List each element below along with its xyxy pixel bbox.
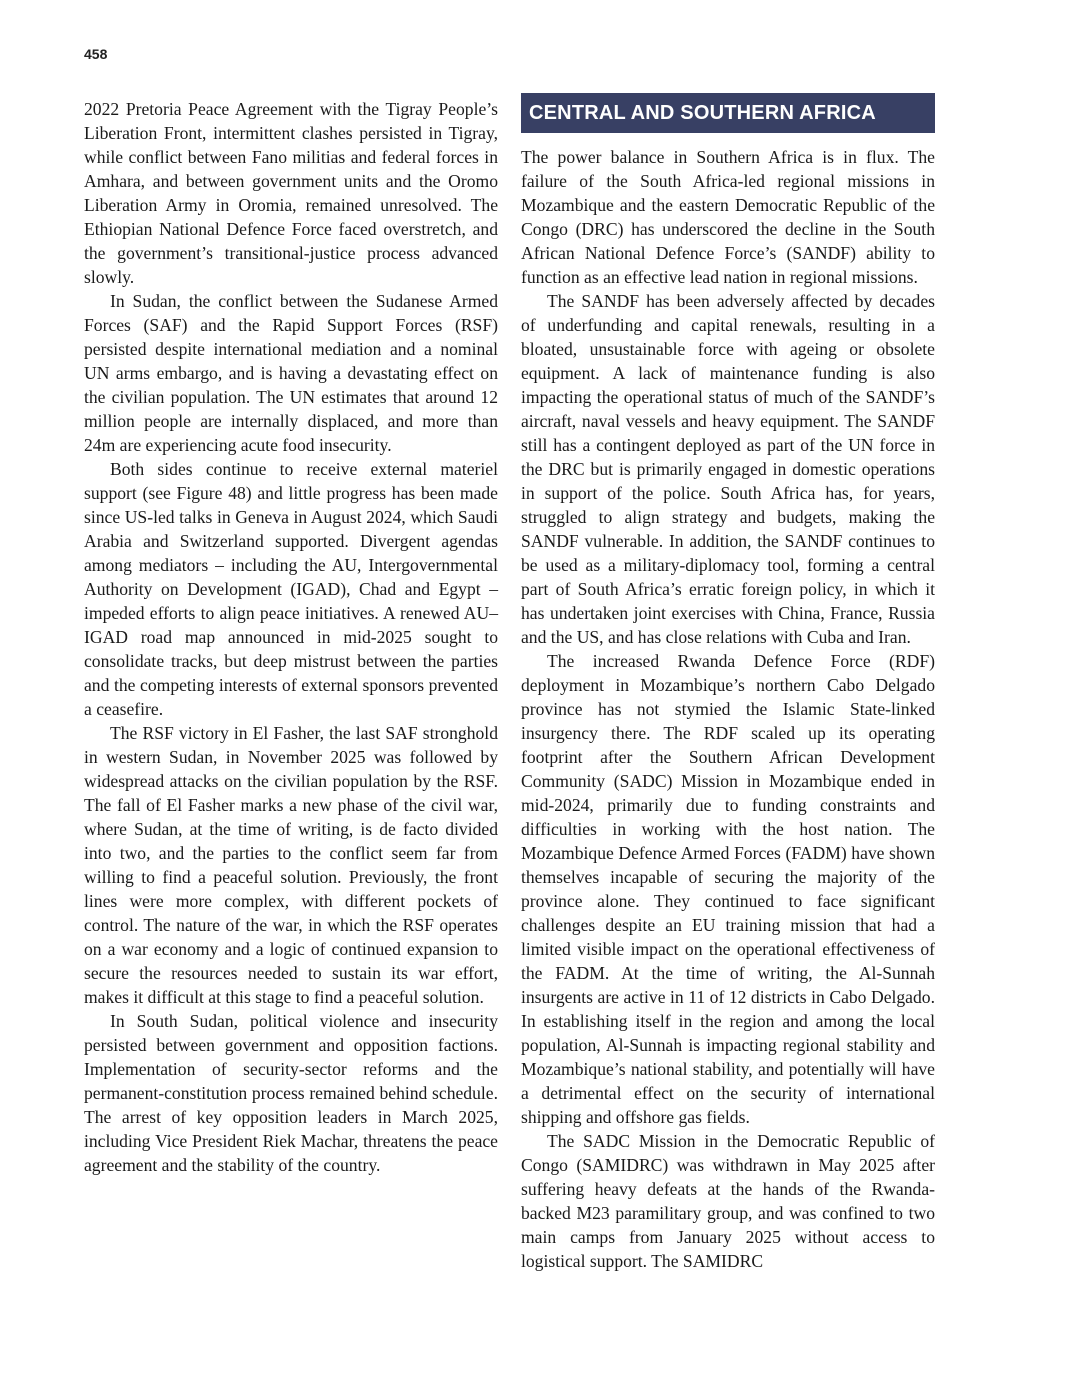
section-title: CENTRAL AND SOUTHERN AFRICA <box>529 102 876 124</box>
paragraph: The RSF victory in El Fasher, the last SAF stronghold in western Sudan, in November 2025 was followed by widespread attacks on the civilian population by the RSF. The fall of El Fasher marks a new phase of the civil war, where Sudan, at the time of writing, is de facto divided into two, and the parties to the conflict seem far from willing to find a peaceful solution. Previously, the front lines were more complex, with different pockets of control. The nature of the war, in which the RSF operates on a war economy and a logic of continued expansion to secure the resources needed to sustain its war effort, makes it difficult at this stage to find a peaceful solution. <box>84 723 498 1007</box>
section-header <box>521 93 935 133</box>
paragraph: Both sides continue to receive external materiel support (see Figure 48) and little progress has been made since US-led talks in Geneva in August 2024, which Saudi Arabia and Switzerland supported. Divergent agendas among mediators – including the AU, Intergovernmental Authority on Development (IGAD), Chad and Egypt – impeded efforts to align peace initiatives. A renewed AU–IGAD road map announced in mid-2025 sought to consolidate tracks, but deep mistrust between the parties and the competing interests of external sponsors prevented a ceasefire. <box>84 459 498 719</box>
right-column <box>521 145 935 1273</box>
paragraph: The power balance in Southern Africa is in flux. The failure of the South Africa-led regional missions in Mozambique and the eastern Democratic Republic of the Congo (DRC) has underscored the decline in the South African National Defence Force’s (SANDF) ability to function as an effective lead nation in regional missions. <box>521 147 935 287</box>
paragraph: The increased Rwanda Defence Force (RDF) deployment in Mozambique’s northern Cabo Delgado province has not stymied the Islamic State-linked insurgency there. The RDF scaled up its operating footprint after the Southern African Development Community (SADC) Mission in Mozambique ended in mid-2024, primarily due to funding constraints and difficulties in working with the host nation. The Mozambique Defence Armed Forces (FADM) have shown themselves incapable of securing the majority of the province alone. They continued to face significant challenges despite an EU training mission that had a limited visible impact on the operational effectiveness of the FADM. At the time of writing, the Al-Sunnah insurgents are active in 11 of 12 districts in Cabo Delgado. In establishing itself in the region and among the local population, Al-Sunnah is impacting regional stability and Mozambique’s national stability, and potentially will have a detrimental effect on the security of international shipping and offshore gas fields. <box>521 651 935 1127</box>
paragraph: The SANDF has been adversely affected by decades of underfunding and capital renewals, resulting in a bloated, unsustainable force with ageing or obsolete equipment. A lack of maintenance funding is also impacting the operational status of much of the SANDF’s aircraft, naval vessels and heavy equipment. The SANDF still has a contingent deployed as part of the UN force in the DRC but is primarily engaged in domestic operations in support of the police. South Africa has, for years, struggled to align strategy and budgets, making the SANDF vulnerable. In addition, the SANDF continues to be used as a military-diplomacy tool, forming a central part of South Africa’s erratic foreign policy, in which it has undertaken joint exercises with China, France, Russia and the US, and has close relations with Cuba and Iran. <box>521 291 935 647</box>
left-column <box>84 97 498 1177</box>
paragraph: 2022 Pretoria Peace Agreement with the Tigray People’s Liberation Front, intermittent clashes persisted in Tigray, while conflict between Fano militias and federal forces in Amhara, and between government units and the Oromo Liberation Army in Oromia, remained unresolved. The Ethiopian National Defence Force faced overstretch, and the government’s transitional-justice process advanced slowly. <box>84 99 498 287</box>
paragraph: The SADC Mission in the Democratic Republic of Congo (SAMIDRC) was withdrawn in May 2025 after suffering heavy defeats at the hands of the Rwanda-backed M23 paramilitary group, and was confined to two main camps from January 2025 without access to logistical support. The SAMIDRC <box>521 1131 935 1271</box>
paragraph: In South Sudan, political violence and insecurity persisted between government and opposition factions. Implementation of security-sector reforms and the permanent-constitution process remained behind schedule. The arrest of key opposition leaders in March 2025, including Vice President Riek Machar, threatens the peace agreement and the stability of the country. <box>84 1011 498 1175</box>
page-number: 458 <box>84 46 108 62</box>
paragraph: In Sudan, the conflict between the Sudanese Armed Forces (SAF) and the Rapid Support Forces (RSF) persisted despite international mediation and a nominal UN arms embargo, and is having a devastating effect on the civilian population. The UN estimates that around 12 million people are internally displaced, and more than 24m are experiencing acute food insecurity. <box>84 291 498 455</box>
